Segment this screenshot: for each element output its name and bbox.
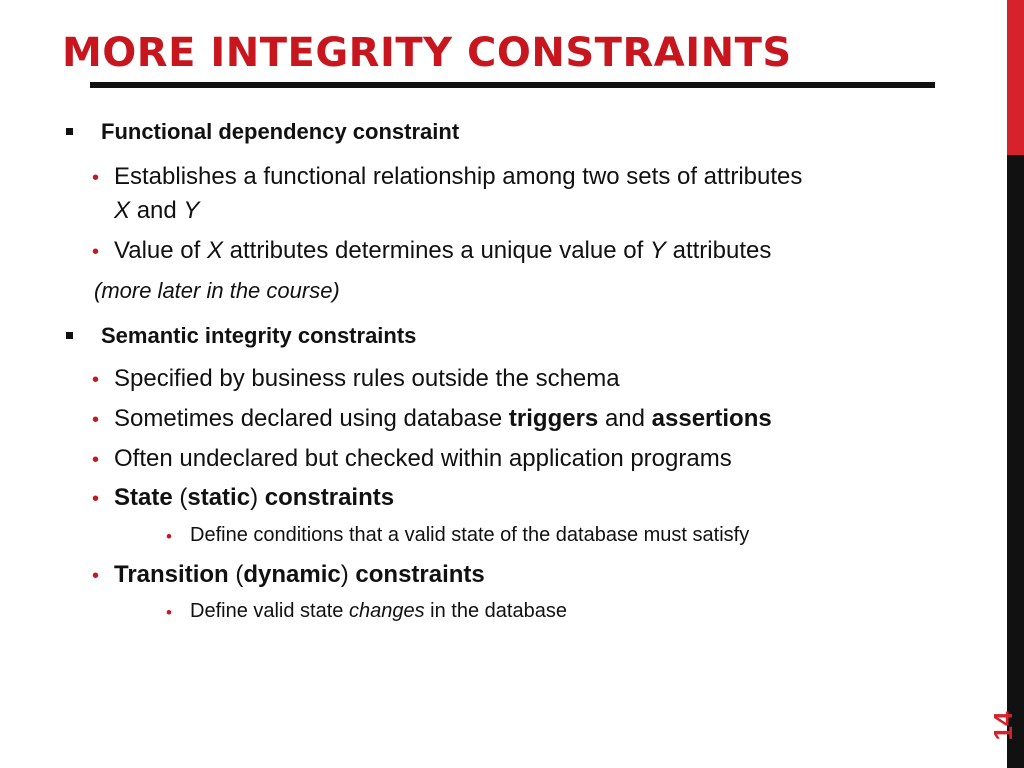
word-and: and [136,197,177,224]
text-fragment: attributes [672,237,772,264]
subbullet-define-state-changes [190,600,567,623]
var-y: Y [183,197,200,224]
bullet-dot-icon: • [92,369,100,391]
bullet-transition-constraints [114,561,485,589]
edge-accent-bar-red [1007,0,1024,155]
note-more-later: (more later in the course) [94,278,340,303]
text-fragment: Define valid state [190,600,344,622]
bullet-dot-icon: • [166,527,172,546]
text-fragment: in the database [430,600,567,622]
bullet-dot-icon: • [92,409,100,431]
section-heading-functional-dependency: Functional dependency constraint [101,119,460,144]
term-constraints: constraints [264,484,395,511]
bullet-triggers-assertions [114,405,772,433]
bullet-business-rules: Specified by business rules outside the schema [114,365,620,392]
term-changes: changes [348,600,425,622]
text-fragment: Sometimes declared using database [114,405,503,432]
term-dynamic: dynamic [243,561,341,588]
paren-open: ( [179,484,188,511]
paren-close: ) [250,484,259,511]
square-bullet-icon [66,332,73,339]
bullet-value-of-x [114,237,771,265]
var-x: X [206,237,223,264]
bullet-dot-icon: • [92,488,100,510]
bullet-state-constraints [114,484,394,512]
term-static: static [187,484,251,511]
bullet-dot-icon: • [92,565,100,587]
bullet-dot-icon: • [92,241,100,263]
term-transition: Transition [114,561,229,588]
term-triggers: triggers [508,405,599,432]
var-y: Y [649,237,666,264]
paren-open: ( [235,561,244,588]
text-fragment: attributes determines a unique value of [229,237,644,264]
term-state: State [114,484,173,511]
bullet-often-undeclared: Often undeclared but checked within application programs [114,445,732,472]
term-assertions: assertions [651,405,772,432]
bullet-establishes-relationship-cont [114,197,199,225]
text-fragment: Value of [114,237,201,264]
section-heading-semantic-integrity: Semantic integrity constraints [101,323,417,348]
paren-close: ) [340,561,349,588]
var-x: X [114,197,131,224]
bullet-dot-icon: • [92,449,100,471]
square-bullet-icon [66,128,73,135]
subbullet-define-conditions: Define conditions that a valid state of the database must satisfy [190,524,750,546]
edge-accent-bar-black [1007,155,1024,768]
slide-number: 14 [988,711,1018,741]
term-constraints: constraints [355,561,485,588]
bullet-dot-icon: • [166,603,172,622]
text-fragment: and [604,405,645,432]
bullet-dot-icon: • [92,167,100,189]
bullet-establishes-relationship: Establishes a functional relationship among two sets of attributes [114,163,803,190]
slide-title: MORE INTEGRITY CONSTRAINTS [62,30,792,76]
